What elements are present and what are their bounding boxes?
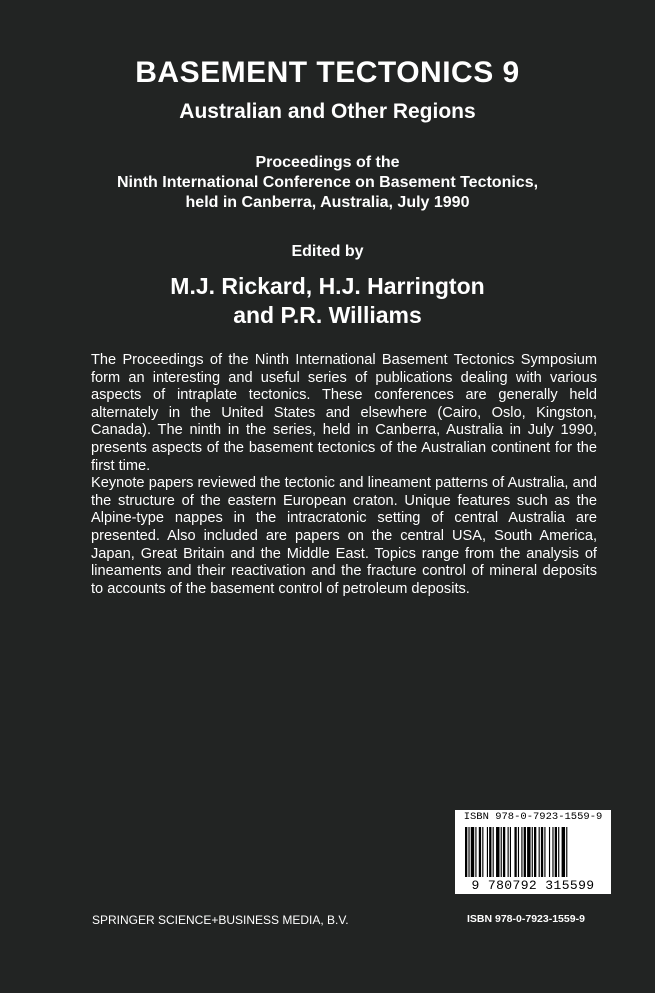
- proceedings-line: Proceedings of the: [255, 154, 400, 171]
- barcode-bar: [475, 827, 476, 877]
- proceedings-line: held in Canberra, Australia, July 1990: [185, 194, 470, 211]
- barcode-bar: [555, 827, 557, 877]
- barcode-bar: [510, 827, 511, 877]
- barcode-bar: [562, 827, 565, 877]
- book-title: BASEMENT TECTONICS 9: [135, 56, 520, 89]
- barcode-bar: [479, 827, 481, 877]
- barcode-bar: [465, 827, 467, 877]
- barcode-bar: [524, 827, 526, 877]
- barcode-bar: [493, 827, 494, 877]
- barcode-bar: [482, 827, 483, 877]
- barcode-bar: [532, 827, 533, 877]
- description-paragraph: The Proceedings of the Ninth International Basement Tectonics Symposium form an interesting and useful series of publications dealing with various aspects of intraplate tectonics. These conferences are generally held alternately in the United States and elsewhere (Cairo, Oslo, Kingston, Canada). The ninth in the series, held in Canberra, Australia in July 1990, presents aspects of the basement tectonics of the Australian continent for the first time.: [91, 352, 597, 474]
- proceedings-line: Ninth International Conference on Basement Tectonics,: [116, 174, 539, 191]
- book-subtitle: Australian and Other Regions: [179, 100, 476, 123]
- barcode-bar: [558, 827, 559, 877]
- editors-line: M.J. Rickard, H.J. Harrington: [170, 273, 485, 299]
- barcode-bar: [521, 827, 522, 877]
- proceedings-info: [0, 153, 655, 213]
- barcode-bar: [496, 827, 499, 877]
- barcode-bar: [514, 827, 516, 877]
- barcode-bar: [544, 827, 545, 877]
- barcode-digits: 9 780792 315599: [471, 878, 595, 893]
- barcode-bar: [518, 827, 519, 877]
- barcode-bar: [566, 827, 567, 877]
- barcode-bar: [534, 827, 536, 877]
- barcode-bar: [503, 827, 505, 877]
- barcode-box: [455, 810, 611, 894]
- book-description: [91, 352, 597, 598]
- barcode-bar: [541, 827, 543, 877]
- barcode-isbn-label: ISBN 978-0-7923-1559-9: [463, 811, 603, 823]
- barcode-bar: [539, 827, 540, 877]
- barcode-bar: [527, 827, 530, 877]
- barcode-bar: [549, 827, 550, 877]
- barcode-bar: [489, 827, 491, 877]
- edited-by-label: Edited by: [291, 243, 364, 260]
- description-paragraph: Keynote papers reviewed the tectonic and lineament patterns of Australia, and the structure of the eastern European craton. Unique features such as the Alpine-type nappes in the intracratonic setting of central Australia are presented. Also included are papers on the central USA, South America, Japan, Great Britain and the Middle East. Topics range from the analysis of lineaments and their reactivation and the fracture control of mineral deposits to accounts of the basement control of petroleum deposits.: [91, 475, 597, 597]
- barcode-bar: [468, 827, 469, 877]
- barcode-bar: [487, 827, 488, 877]
- isbn-footer: ISBN 978-0-7923-1559-9: [467, 913, 585, 925]
- editors: [0, 272, 655, 330]
- barcode-bar: [552, 827, 553, 877]
- publisher-name: SPRINGER SCIENCE+BUSINESS MEDIA, B.V.: [92, 913, 349, 927]
- barcode-icon: [465, 827, 601, 877]
- editors-line: and P.R. Williams: [233, 302, 422, 328]
- barcode-bar: [471, 827, 474, 877]
- barcode-bar: [501, 827, 502, 877]
- barcode-bar: [508, 827, 509, 877]
